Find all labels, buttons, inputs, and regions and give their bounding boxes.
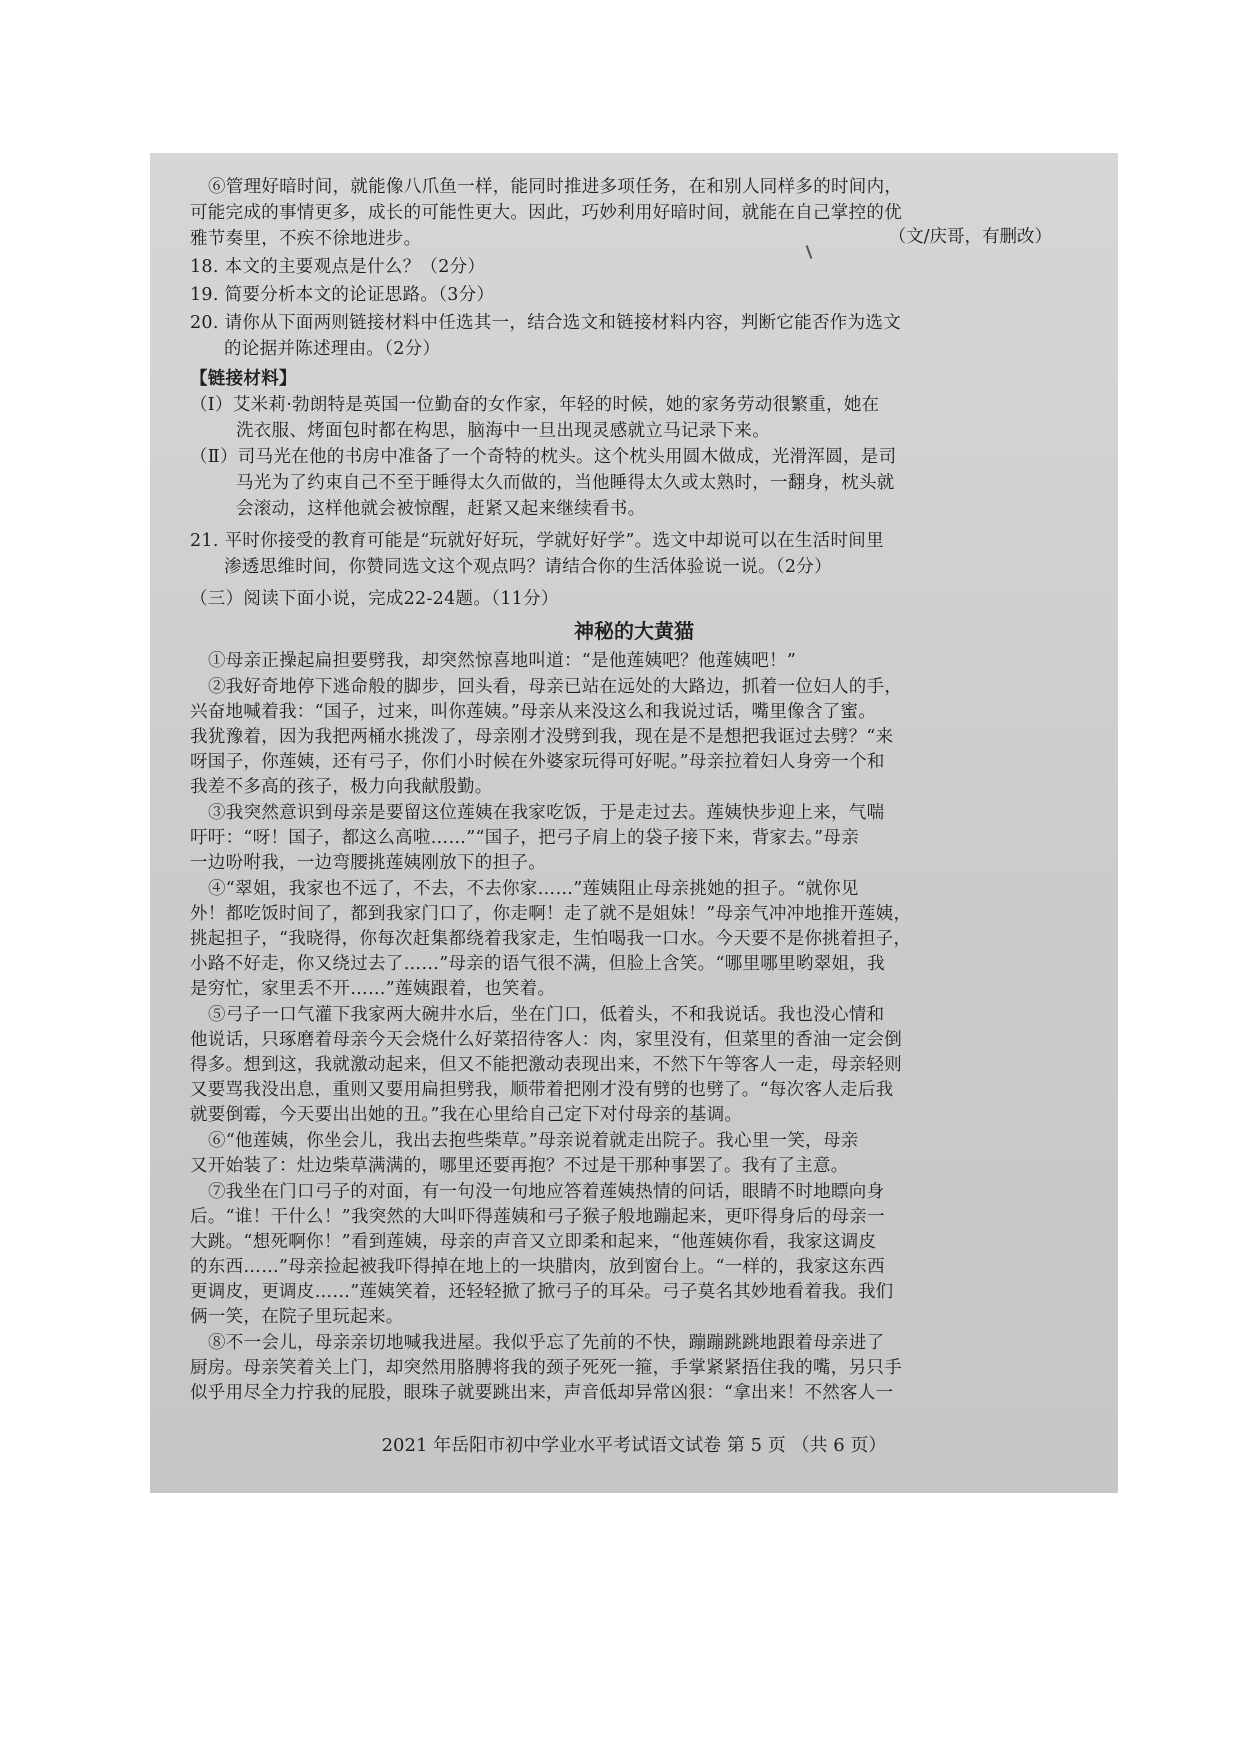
story-line: 是穷忙，家里丢不开……”莲姨跟着，也笑着。 [190,979,556,999]
page-footer: 2021 年岳阳市初中学业水平考试语文试卷 第 5 页 （共 6 页） [381,1435,887,1456]
story-line: 俩一笑，在院子里玩起来。 [190,1307,404,1327]
paragraph-6-line-3: 雅节奏里，不疾不徐地进步。 [190,229,422,249]
link-material-2-line-3: 会滚动，这样他就会被惊醒，赶紧又起来继续看书。 [236,499,646,519]
story-line: 吁吁：“呀！国子，都这么高啦……”“国子，把弓子肩上的袋子接下来，背家去。”母亲 [190,828,860,848]
story-line: 挑起担子，“我晓得，你每次赶集都绕着我家走，生怕喝我一口水。今天要不是你挑着担子， [190,929,912,949]
story-line: 我犹豫着，因为我把两桶水挑泼了，母亲刚才没劈到我，现在是不是想把我诓过去劈？“来 [190,727,894,747]
paragraph-6-line-2: 可能完成的事情更多，成长的可能性更大。因此，巧妙利用好暗时间，就能在自己掌控的优 [190,203,902,223]
story-line: 就要倒霉，今天要出出她的丑。”我在心里给自己定下对付母亲的基调。 [190,1105,743,1125]
link-material-2-line-1: （Ⅱ）司马光在他的书房中准备了一个奇特的枕头。这个枕头用圆木做成，光滑浑圆，是司 [190,447,897,467]
question-20-line-2: 的论据并陈述理由。（2分） [224,339,441,359]
story-line: ③我突然意识到母亲是要留这位莲姨在我家吃饭，于是走过去。莲姨快步迎上来，气喘 [208,803,885,823]
story-line: 又要骂我没出息，重则又要用扁担劈我，顺带着把刚才没有劈的也劈了。“每次客人走后我 [190,1080,894,1100]
link-material-1-line-1: （Ⅰ）艾米莉·勃朗特是英国一位勤奋的女作家，年轻的时候，她的家务劳动很繁重，她在 [190,395,880,415]
story-line: 厨房。母亲笑着关上门，却突然用胳膊将我的颈子死死一箍，手掌紧紧捂住我的嘴，另只手 [190,1358,902,1378]
story-line: ⑧不一会儿，母亲亲切地喊我进屋。我似乎忘了先前的不快，蹦蹦跳跳地跟着母亲进了 [208,1333,885,1353]
link-material-heading: 【链接材料】 [190,369,297,389]
story-line: ⑤弓子一口气灌下我家两大碗井水后，坐在门口，低着头，不和我说话。我也没心情和 [208,1005,885,1025]
story-line: 后。“谁！干什么！”我突然的大叫吓得莲姨和弓子猴子般地蹦起来，更吓得身后的母亲一 [190,1207,885,1227]
question-18: 18. 本文的主要观点是什么？（2分） [190,257,486,277]
story-line: ④“翠姐，我家也不远了，不去，不去你家……”莲姨阻止母亲挑她的担子。“就你见 [208,879,859,899]
story-line: ⑦我坐在门口弓子的对面，有一句没一句地应答着莲姨热情的问话，眼睛不时地瞟向身 [208,1182,885,1202]
story-line: 得多。想到这，我就激动起来，但又不能把激动表现出来，不然下午等客人一走，母亲轻则 [190,1055,902,1075]
story-line: 小路不好走，你又绕过去了……”母亲的语气很不满，但脸上含笑。“哪里哪里哟翠姐，我 [190,954,885,974]
question-21-line-1: 21. 平时你接受的教育可能是“玩就好好玩，学就好好学”。选文中却说可以在生活时间里 [190,531,884,551]
link-material-2-line-2: 马光为了约束自己不至于睡得太久而做的，当他睡得太久或太熟时，一翻身，枕头就 [236,473,895,493]
story-line: ⑥“他莲姨，你坐会儿，我出去抱些柴草。”母亲说着就走出院子。我心里一笑，母亲 [208,1131,859,1151]
source-note: （文/庆哥，有删改） [888,227,1052,247]
story-line: 外！都吃饭时间了，都到我家门口了，你走啊！走了就不是姐妹！”母亲气冲冲地推开莲姨， [190,904,912,924]
story-line: 呀国子，你莲姨，还有弓子，你们小时候在外婆家玩得可好呢。”母亲拉着妇人身旁一个和 [190,752,885,772]
story-title: 神秘的大黄猫 [574,619,694,643]
paragraph-6-line-1: ⑥管理好暗时间，就能像八爪鱼一样，能同时推进多项任务，在和别人同样多的时间内， [208,177,903,197]
story-line: 兴奋地喊着我：“国子，过来，叫你莲姨。”母亲从来没这么和我说过话，嘴里像含了蜜。 [190,702,877,722]
link-material-1-line-2: 洗衣服、烤面包时都在构思，脑海中一旦出现灵感就立马记录下来。 [236,421,770,441]
section-three-heading: （三）阅读下面小说，完成22-24题。（11分） [190,589,559,609]
story-line: ①母亲正操起扁担要劈我，却突然惊喜地叫道：“是他莲姨吧？他莲姨吧！” [208,651,797,671]
question-21-line-2: 渗透思维时间，你赞同选文这个观点吗？请结合你的生活体验说一说。（2分） [224,557,832,577]
story-line: ②我好奇地停下逃命般的脚步，回头看，母亲已站在远处的大路边，抓着一位妇人的手， [208,677,903,697]
question-20-line-1: 20. 请你从下面两则链接材料中任选其一，结合选文和链接材料内容，判断它能否作为选文 [190,313,901,333]
story-line: 大跳。“想死啊你！”看到莲姨，母亲的声音又立即柔和起来，“他莲姨你看，我家这调皮 [190,1232,877,1252]
story-line: 似乎用尽全力拧我的屁股，眼珠子就要跳出来，声音低却异常凶狠：“拿出来！不然客人一 [190,1383,894,1403]
question-19: 19. 简要分析本文的论证思路。（3分） [190,285,495,305]
pen-mark [806,245,813,259]
story-line: 一边吩咐我，一边弯腰挑莲姨刚放下的担子。 [190,853,546,873]
story-line: 又开始装了：灶边柴草满满的，哪里还要再抱？不过是干那种事罢了。我有了主意。 [190,1156,849,1176]
story-line: 他说话，只琢磨着母亲今天会烧什么好菜招待客人：肉，家里没有，但菜里的香油一定会倒 [190,1030,902,1050]
story-line: 的东西……”母亲捡起被我吓得掉在地上的一块腊肉，放到窗台上。“一样的，我家这东西 [190,1257,885,1277]
story-line: 我差不多高的孩子，极力向我献殷勤。 [190,777,493,797]
exam-page-photo [150,153,1118,1493]
story-line: 更调皮，更调皮……”莲姨笑着，还轻轻掀了掀弓子的耳朵。弓子莫名其妙地看着我。我们 [190,1282,894,1302]
